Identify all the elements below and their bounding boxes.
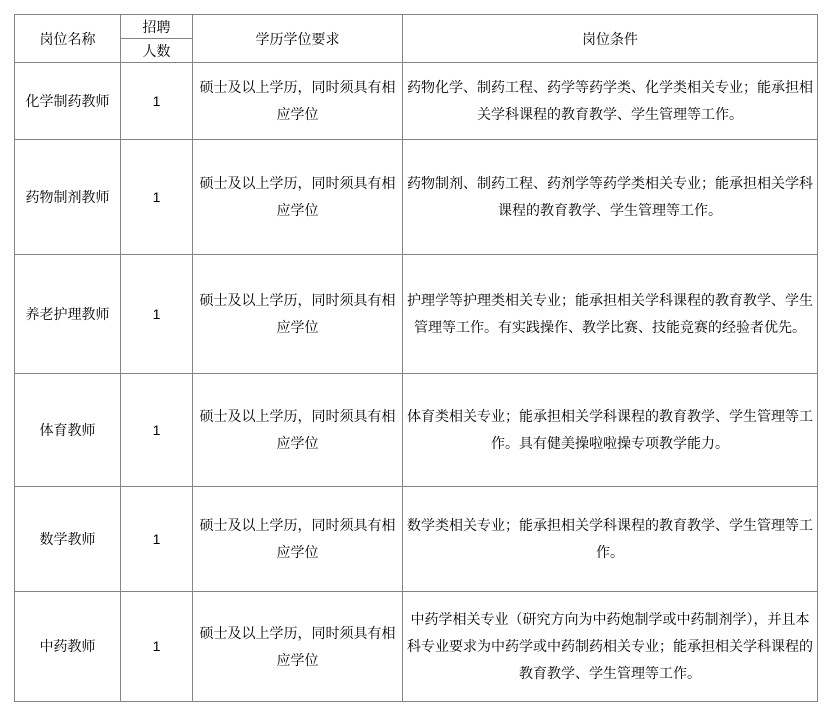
position-name-cell: 中药教师: [15, 592, 121, 702]
position-conditions-cell: 数学类相关专业；能承担相关学科课程的教育教学、学生管理等工作。: [403, 487, 818, 592]
recruit-count-cell: 1: [121, 63, 193, 140]
header-recruit-bottom: 人数: [121, 39, 193, 63]
header-position-name: 岗位名称: [15, 15, 121, 63]
position-conditions-cell: 药物化学、制药工程、药学等药学类、化学类相关专业；能承担相关学科课程的教育教学、学生管理等工作。: [403, 63, 818, 140]
table-header: [15, 15, 818, 63]
position-name-cell: 养老护理教师: [15, 255, 121, 374]
position-conditions-cell: 护理学等护理类相关专业；能承担相关学科课程的教育教学、学生管理等工作。有实践操作、教学比赛、技能竞赛的经验者优先。: [403, 255, 818, 374]
table-row: [15, 592, 818, 702]
education-requirement-cell: 硕士及以上学历，同时须具有相应学位: [193, 63, 403, 140]
recruit-count-cell: 1: [121, 140, 193, 255]
job-positions-table: [14, 14, 818, 702]
position-name-cell: 体育教师: [15, 374, 121, 487]
education-requirement-cell: 硕士及以上学历，同时须具有相应学位: [193, 592, 403, 702]
table-row: [15, 487, 818, 592]
table-row: [15, 374, 818, 487]
table-body: [15, 63, 818, 702]
education-requirement-cell: 硕士及以上学历，同时须具有相应学位: [193, 487, 403, 592]
position-conditions-cell: 药物制剂、制药工程、药剂学等药学类相关专业；能承担相关学科课程的教育教学、学生管理等工作。: [403, 140, 818, 255]
table-row: [15, 63, 818, 140]
position-conditions-cell: 体育类相关专业；能承担相关学科课程的教育教学、学生管理等工作。具有健美操啦啦操专项教学能力。: [403, 374, 818, 487]
recruit-count-cell: 1: [121, 592, 193, 702]
table-row: [15, 140, 818, 255]
recruit-count-cell: 1: [121, 255, 193, 374]
header-recruit-top: 招聘: [121, 15, 193, 39]
header-position-conditions: 岗位条件: [403, 15, 818, 63]
education-requirement-cell: 硕士及以上学历，同时须具有相应学位: [193, 140, 403, 255]
recruit-count-cell: 1: [121, 487, 193, 592]
position-name-cell: 数学教师: [15, 487, 121, 592]
position-name-cell: 化学制药教师: [15, 63, 121, 140]
table-row: [15, 255, 818, 374]
education-requirement-cell: 硕士及以上学历，同时须具有相应学位: [193, 374, 403, 487]
position-name-cell: 药物制剂教师: [15, 140, 121, 255]
recruit-count-cell: 1: [121, 374, 193, 487]
header-education-requirement: 学历学位要求: [193, 15, 403, 63]
education-requirement-cell: 硕士及以上学历，同时须具有相应学位: [193, 255, 403, 374]
position-conditions-cell: 中药学相关专业（研究方向为中药炮制学或中药制剂学），并且本科专业要求为中药学或中药制药相关专业；能承担相关学科课程的教育教学、学生管理等工作。: [403, 592, 818, 702]
